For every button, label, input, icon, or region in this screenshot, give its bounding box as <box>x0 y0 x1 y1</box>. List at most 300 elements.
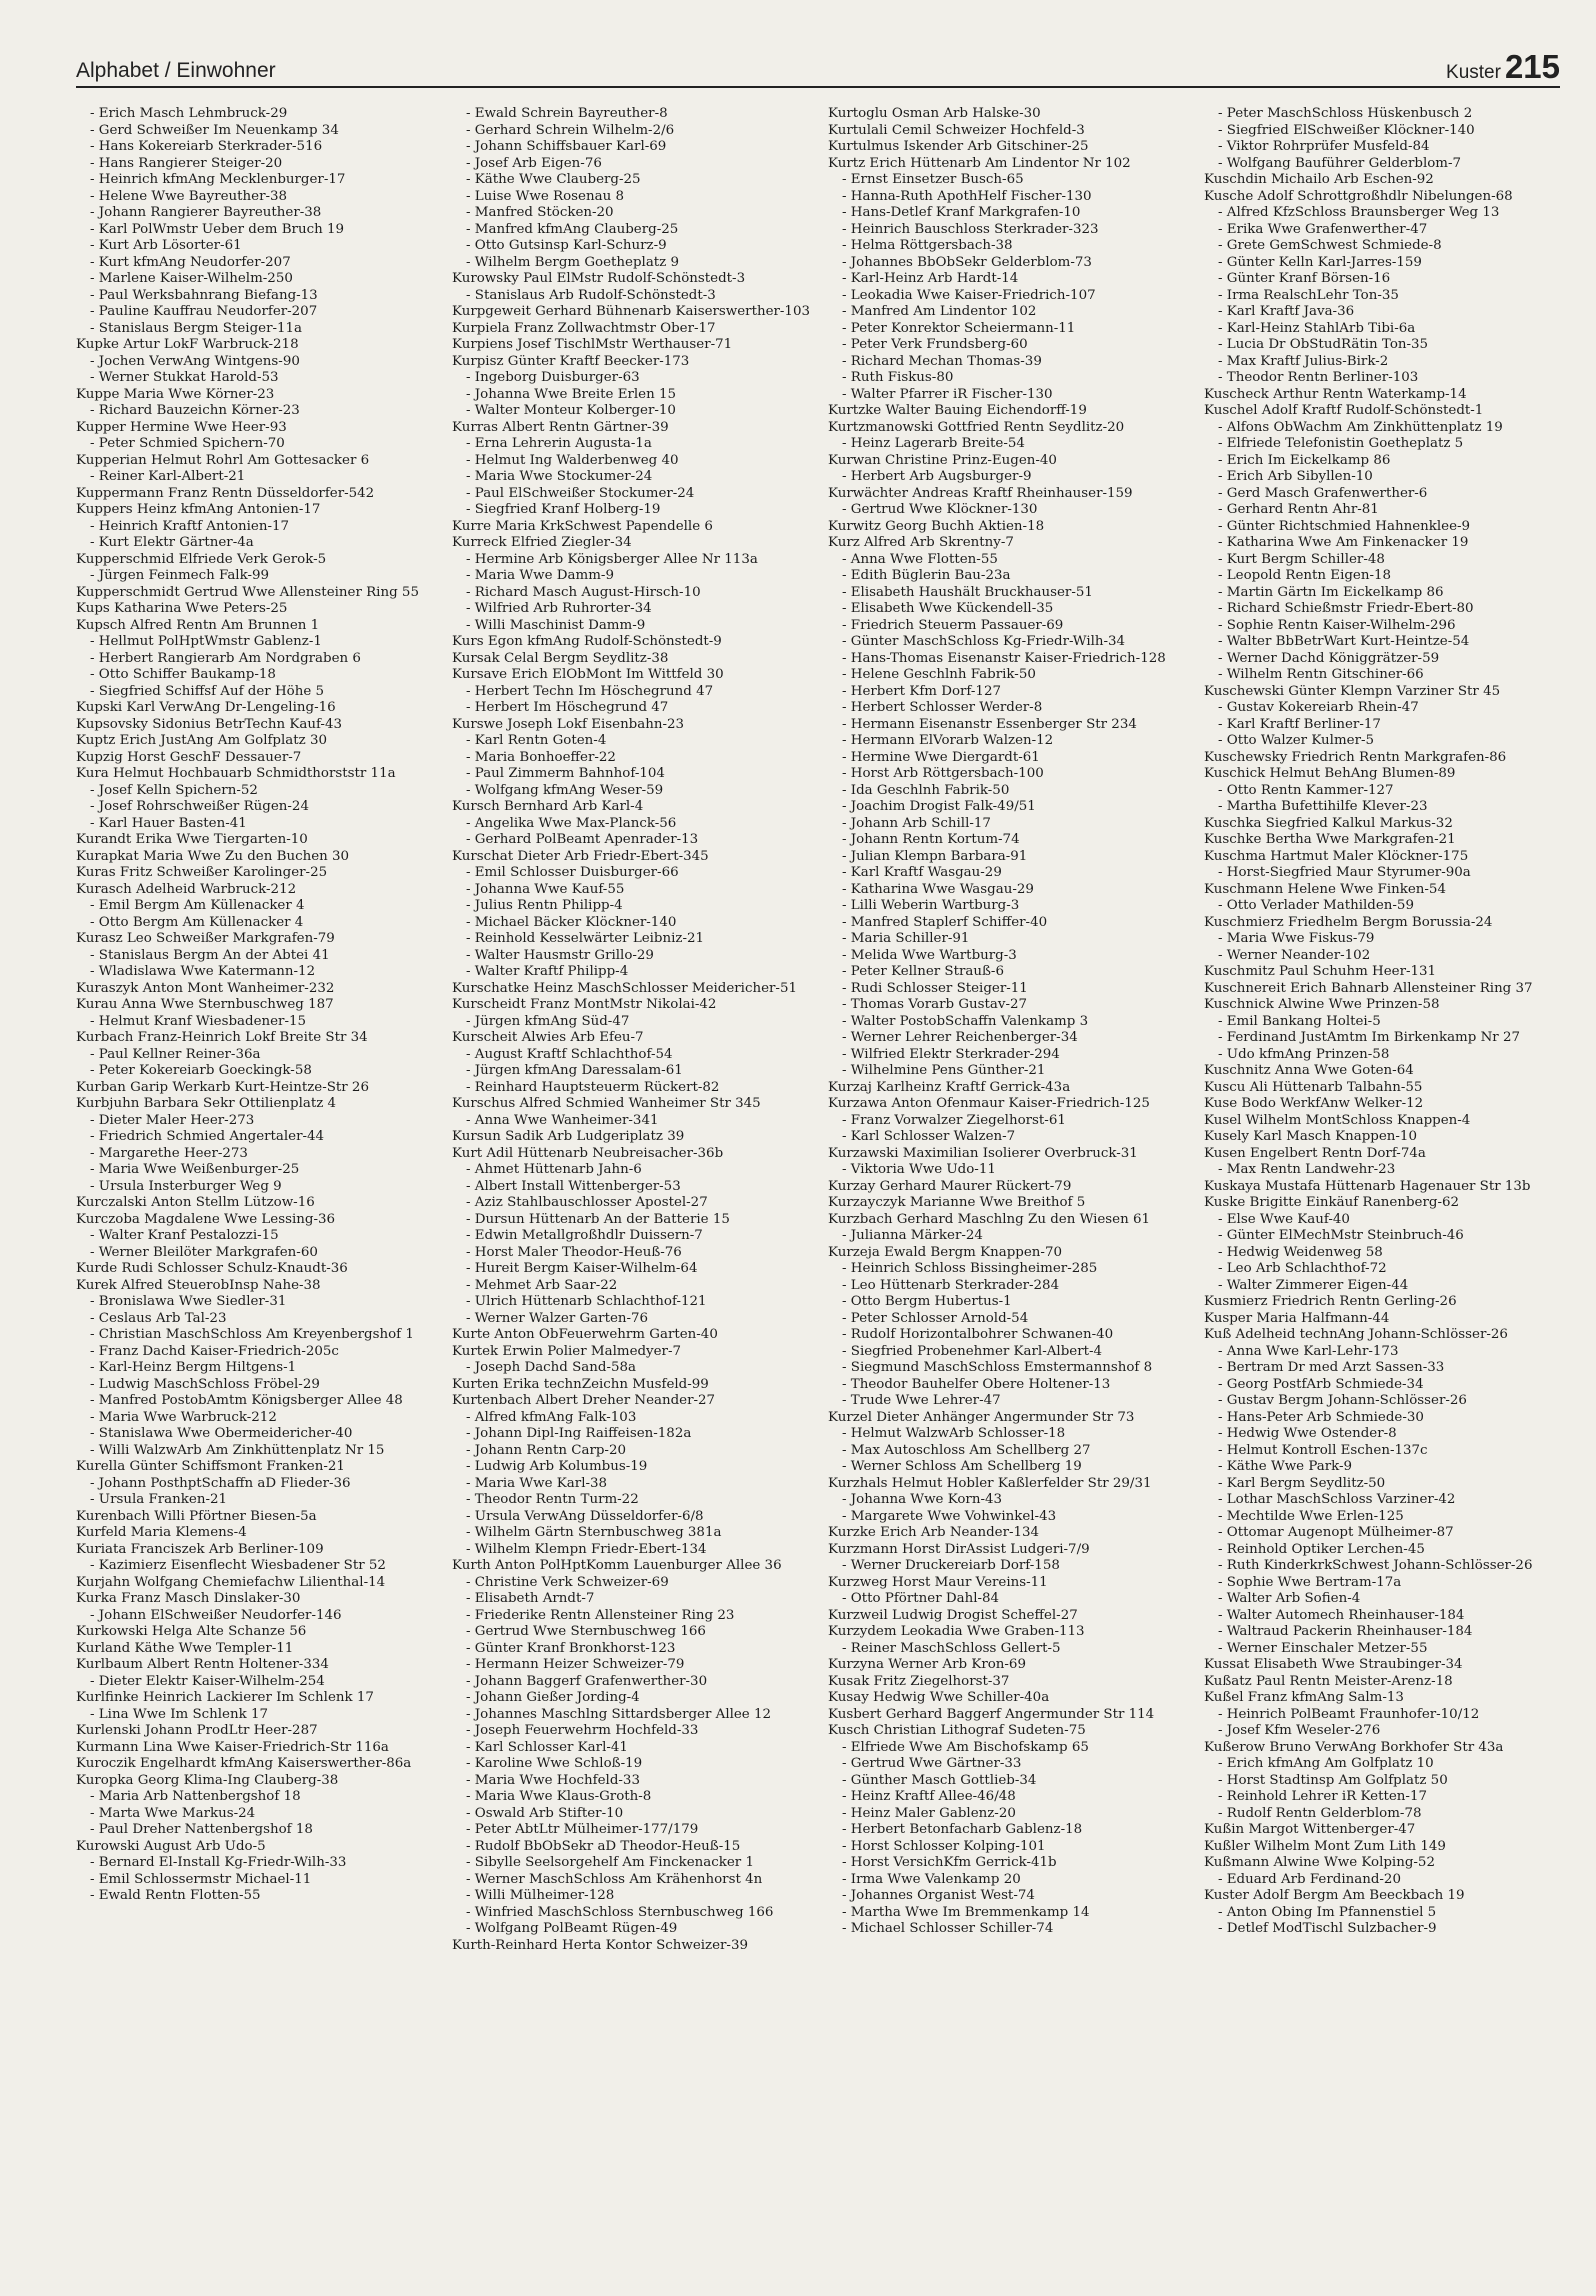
directory-entry: - Werner Neander-102 <box>1218 947 1371 963</box>
directory-entry: - Siegfried Schiffsf Auf der Höhe 5 <box>90 683 325 699</box>
directory-entry: - Herbert Im Höschegrund 47 <box>466 700 669 715</box>
directory-entry: - Otto Gutsinsp Karl-Schurz-9 <box>466 238 667 253</box>
directory-entry: - Paul Zimmerm Bahnhof-104 <box>466 766 665 781</box>
directory-entry: - Maria Wwe Damm-9 <box>466 568 614 583</box>
directory-entry: - Emil Schlossermstr Michael-11 <box>90 1871 312 1887</box>
directory-entry: - Friederike Rentn Allensteiner Ring 23 <box>466 1607 735 1623</box>
directory-entry: - Ulrich Hüttenarb Schlachthof-121 <box>466 1294 707 1309</box>
directory-entry: Kurwan Christine Prinz-Eugen-40 <box>828 452 1057 468</box>
directory-entry: - Kurt Elektr Gärtner-4a <box>90 535 254 550</box>
directory-entry: - Michael Bäcker Klöckner-140 <box>466 914 677 930</box>
directory-entry: - Elisabeth Haushält Bruckhauser-51 <box>842 584 1093 600</box>
directory-entry: Kurzay Gerhard Maurer Rückert-79 <box>828 1178 1072 1194</box>
directory-entry: - Paul Kellner Reiner-36a <box>90 1046 261 1062</box>
directory-entry: - Heinrich kfmAng Mecklenburger-17 <box>90 172 346 187</box>
directory-entry: - Bertram Dr med Arzt Sassen-33 <box>1218 1360 1445 1375</box>
directory-entry: Kurpiens Josef TischlMstr Werthauser-71 <box>452 337 733 352</box>
directory-entry: Kuschel Adolf Kraftf Rudolf-Schönstedt-1 <box>1204 403 1484 418</box>
directory-entry: - Karl Rentn Goten-4 <box>466 733 607 748</box>
directory-entry: Kurzweg Horst Maur Vereins-11 <box>828 1574 1048 1590</box>
directory-entry: - Willi WalzwArb Am Zinkhüttenplatz Nr 15 <box>90 1442 385 1458</box>
directory-entry: Kurasz Leo Schweißer Markgrafen-79 <box>76 931 335 946</box>
directory-entry: Kuraszyk Anton Mont Wanheimer-232 <box>76 980 335 996</box>
directory-entry: Kupper Hermine Wwe Heer-93 <box>76 419 287 435</box>
directory-entry: - Johannes BbObSekr Gelderblom-73 <box>842 254 1092 270</box>
directory-entry: - Emil Bankang Holtei-5 <box>1218 1013 1381 1029</box>
directory-entry: Kurella Günter Schiffsmont Franken-21 <box>76 1459 345 1474</box>
directory-entry: - Aziz Stahlbauschlosser Apostel-27 <box>466 1195 708 1210</box>
directory-entry: - Manfred kfmAng Clauberg-25 <box>466 221 679 237</box>
directory-entry: - Max Kraftf Julius-Birk-2 <box>1218 353 1389 369</box>
directory-entry: - Julianna Märker-24 <box>842 1228 983 1243</box>
directory-entry: - Peter Kokereiarb Goeckingk-58 <box>90 1063 312 1078</box>
directory-entry: - Johann Baggerf Grafenwerther-30 <box>466 1673 708 1689</box>
directory-entry: Kußmann Alwine Wwe Kolping-52 <box>1204 1855 1435 1870</box>
directory-entry: - Günter MaschSchloss Kg-Friedr-Wilh-34 <box>842 634 1126 649</box>
directory-entry: - Reiner Karl-Albert-21 <box>90 469 246 484</box>
directory-entry: - Joseph Feuerwehrm Hochfeld-33 <box>466 1723 699 1738</box>
directory-entry: Kusmierz Friedrich Rentn Gerling-26 <box>1204 1294 1457 1309</box>
directory-entry: - Helmut Kontroll Eschen-137c <box>1218 1442 1428 1458</box>
directory-entry: - Jürgen kfmAng Süd-47 <box>466 1013 630 1029</box>
directory-entry: - Walter BbBetrWart Kurt-Heintze-54 <box>1218 634 1470 649</box>
directory-entry: Kurschat Dieter Arb Friedr-Ebert-345 <box>452 848 709 864</box>
directory-entry: Kuschma Hartmut Maler Klöckner-175 <box>1204 848 1469 864</box>
directory-entry: - Günther Masch Gottlieb-34 <box>842 1772 1037 1788</box>
directory-entry: - Otto Bergm Hubertus-1 <box>842 1294 1012 1309</box>
directory-entry: Kurschus Alfred Schmied Wanheimer Str 345 <box>452 1096 761 1111</box>
directory-entry: - Wolfgang Bauführer Gelderblom-7 <box>1218 155 1462 171</box>
directory-entry: Kußin Margot Wittenberger-47 <box>1204 1822 1416 1837</box>
directory-entry: - Horst-Siegfried Maur Styrumer-90a <box>1218 865 1471 880</box>
directory-entry: Kuras Fritz Schweißer Karolinger-25 <box>76 865 328 880</box>
directory-entry: - Wilhelmine Pens Günther-21 <box>842 1063 1046 1078</box>
directory-entry: Kurpiela Franz Zollwachtmstr Ober-17 <box>452 320 716 336</box>
directory-entry: - Ursula VerwAng Düsseldorfer-6/8 <box>466 1508 704 1524</box>
directory-entry: Kupsovsky Sidonius BetrTechn Kauf-43 <box>76 716 342 732</box>
directory-entry: - Willi Mülheimer-128 <box>466 1888 615 1903</box>
directory-entry: - Sibylle Seelsorgehelf Am Finckenacker 1 <box>466 1855 754 1870</box>
directory-entry: Kurzeja Ewald Bergm Knappen-70 <box>828 1244 1062 1260</box>
directory-entry: Kurczoba Magdalene Wwe Lessing-36 <box>76 1211 336 1227</box>
directory-entry: - Werner Stukkat Harold-53 <box>90 370 279 385</box>
directory-entry: - Erich Im Eickelkamp 86 <box>1218 452 1391 468</box>
directory-entry: - Ottomar Augenopt Mülheimer-87 <box>1218 1525 1454 1540</box>
directory-entry: - Johann Arb Schill-17 <box>842 815 991 831</box>
directory-entry: - Karl-Heinz Bergm Hiltgens-1 <box>90 1360 297 1375</box>
directory-entry: - Erich kfmAng Am Golfplatz 10 <box>1218 1756 1434 1771</box>
directory-entry: - Alfred kfmAng Falk-103 <box>466 1409 637 1425</box>
directory-entry: Kurzke Erich Arb Neander-134 <box>828 1525 1040 1540</box>
directory-entry: - Otto Verlader Mathilden-59 <box>1218 898 1414 913</box>
directory-entry: - Johann Gießer Jording-4 <box>466 1690 640 1705</box>
directory-entry: Kuropka Georg Klima-Ing Clauberg-38 <box>76 1772 339 1788</box>
directory-entry: - Jochen VerwAng Wintgens-90 <box>90 353 300 369</box>
directory-entry: - Angelika Wwe Max-Planck-56 <box>466 815 677 831</box>
directory-entry: - Günter Kranf Bronkhorst-123 <box>466 1640 676 1656</box>
directory-entry: - Hans-Detlef Kranf Markgrafen-10 <box>842 205 1081 220</box>
column-2 <box>452 106 814 2282</box>
directory-entry: - Horst Arb Röttgersbach-100 <box>842 766 1044 781</box>
directory-entry: - Maria Wwe Hochfeld-33 <box>466 1772 640 1788</box>
directory-entry: - Maria Wwe Warbruck-212 <box>90 1409 277 1425</box>
directory-entry: - Wilhelm Gärtn Sternbuschweg 381a <box>466 1525 722 1540</box>
directory-entry: - Johannes Maschlng Sittardsberger Allee 12 <box>466 1706 772 1722</box>
directory-entry: - Marlene Kaiser-Wilhelm-250 <box>90 271 293 286</box>
section-title: Alphabet / Einwohner <box>76 59 276 82</box>
directory-entry: - Walter Kranf Pestalozzi-15 <box>90 1228 279 1243</box>
directory-entry: - Margarete Wwe Vohwinkel-43 <box>842 1508 1057 1524</box>
directory-entry: Kuschnereit Erich Bahnarb Allensteiner Ring 37 <box>1204 980 1533 996</box>
directory-entry: Kurtzke Walter Bauing Eichendorff-19 <box>828 403 1087 418</box>
directory-entry: Kurre Maria KrkSchwest Papendelle 6 <box>452 518 713 534</box>
directory-entry: - Werner Bleilöter Markgrafen-60 <box>90 1244 318 1260</box>
directory-entry: - Theodor Bauhelfer Obere Holtener-13 <box>842 1376 1111 1392</box>
directory-entry: Kurreck Elfried Ziegler-34 <box>452 535 632 550</box>
directory-entry: Kursave Erich ElObMont Im Wittfeld 30 <box>452 667 724 682</box>
directory-entry: Kuschka Siegfried Kalkul Markus-32 <box>1204 815 1453 831</box>
directory-entry: - Katharina Wwe Wasgau-29 <box>842 881 1034 897</box>
directory-entry: - Helene Wwe Bayreuther-38 <box>90 188 288 204</box>
directory-entry: - Maria Wwe Weißenburger-25 <box>90 1162 300 1177</box>
directory-entry: Kuscheck Arthur Rentn Waterkamp-14 <box>1204 386 1467 402</box>
directory-entry: - Karl Kraftf Java-36 <box>1218 304 1355 319</box>
directory-entry: - Reinhold Lehrer iR Ketten-17 <box>1218 1789 1427 1804</box>
directory-entry: - Heinz Maler Gablenz-20 <box>842 1805 1016 1821</box>
directory-entry: - Manfred Staplerf Schiffer-40 <box>842 914 1048 930</box>
directory-entry: - Ruth Fiskus-80 <box>842 370 954 385</box>
directory-entry: - Karl PolWmstr Ueber dem Bruch 19 <box>90 221 344 237</box>
directory-entry: - Karl Kraftf Wasgau-29 <box>842 865 1002 880</box>
directory-entry: Kurpgeweit Gerhard Bühnenarb Kaiserswerther-103 <box>452 304 810 319</box>
directory-entry: - Werner Einschaler Metzer-55 <box>1218 1640 1428 1656</box>
directory-entry: - Kazimierz Eisenflecht Wiesbadener Str 52 <box>90 1558 386 1573</box>
directory-entry: Kurtulali Cemil Schweizer Hochfeld-3 <box>828 122 1085 138</box>
directory-entry: - Wolfgang PolBeamt Rügen-49 <box>466 1921 678 1936</box>
directory-entry: - Otto Walzer Kulmer-5 <box>1218 733 1375 748</box>
directory-entry: Kurau Anna Wwe Sternbuschweg 187 <box>76 997 334 1012</box>
page-heading-right <box>1446 48 1560 86</box>
directory-entry: - Josef Kelln Spichern-52 <box>90 782 258 798</box>
directory-entry: - Werner Druckereiarb Dorf-158 <box>842 1558 1060 1573</box>
directory-entry: Kurka Franz Masch Dinslaker-30 <box>76 1591 301 1606</box>
directory-entry: - Alfons ObWachm Am Zinkhüttenplatz 19 <box>1218 419 1503 435</box>
directory-entry: - Walter Kraftf Philipp-4 <box>466 964 629 979</box>
directory-entry: Kurzel Dieter Anhänger Angermunder Str 73 <box>828 1409 1135 1425</box>
running-head-name: Kuster <box>1446 62 1501 83</box>
directory-entry: - Elisabeth Arndt-7 <box>466 1591 595 1606</box>
directory-entry: - Johann Rentn Carp-20 <box>466 1442 626 1458</box>
directory-entry: - Hedwig Wwe Ostender-8 <box>1218 1426 1397 1441</box>
directory-entry: - Paul Werksbahnrang Biefang-13 <box>90 287 318 303</box>
directory-entry: - Walter Arb Sofien-4 <box>1218 1591 1361 1606</box>
directory-entry: - Ahmet Hüttenarb Jahn-6 <box>466 1162 642 1177</box>
directory-entry: - Helene Geschlnh Fabrik-50 <box>842 667 1036 682</box>
directory-entry: - Julian Klempn Barbara-91 <box>842 848 1028 864</box>
directory-entry: - Anna Wwe Karl-Lehr-173 <box>1218 1343 1399 1359</box>
directory-entry: - Johann PosthptSchaffn aD Flieder-36 <box>90 1475 351 1491</box>
directory-entry: - Karl Kraftf Berliner-17 <box>1218 716 1381 732</box>
directory-entry: Kuskaya Mustafa Hüttenarb Hagenauer Str 13b <box>1204 1178 1531 1194</box>
directory-entry: - Maria Wwe Stockumer-24 <box>466 469 653 484</box>
directory-entry: - Melida Wwe Wartburg-3 <box>842 947 1017 963</box>
directory-entry: - Maria Schiller-91 <box>842 931 970 946</box>
directory-entry: Kurfeld Maria Klemens-4 <box>76 1525 247 1540</box>
directory-entry: - Helmut WalzwArb Schlosser-18 <box>842 1426 1066 1441</box>
directory-columns <box>76 106 1566 2282</box>
directory-entry: - Georg PostfArb Schmiede-34 <box>1218 1376 1424 1392</box>
directory-entry: - Gustav Kokereiarb Rhein-47 <box>1218 700 1419 715</box>
directory-entry: - Herbert Rangierarb Am Nordgraben 6 <box>90 650 361 666</box>
directory-entry: - Peter Verk Frundsberg-60 <box>842 337 1028 352</box>
directory-entry: Kurowsky Paul ElMstr Rudolf-Schönstedt-3 <box>452 271 746 286</box>
directory-entry: Kurland Käthe Wwe Templer-11 <box>76 1640 294 1656</box>
directory-entry: Kurandt Erika Wwe Tiergarten-10 <box>76 832 308 847</box>
directory-entry: Kußerow Bruno VerwAng Borkhofer Str 43a <box>1204 1739 1504 1755</box>
directory-entry: Kurlbaum Albert Rentn Holtener-334 <box>76 1657 329 1672</box>
directory-entry: - Werner Dachd Königgrätzer-59 <box>1218 650 1440 666</box>
directory-entry: - Heinrich PolBeamt Fraunhofer-10/12 <box>1218 1706 1480 1722</box>
directory-entry: - Heinrich Kraftf Antonien-17 <box>90 518 290 534</box>
directory-entry: - Winfried MaschSchloss Sternbuschweg 166 <box>466 1904 774 1920</box>
directory-entry: - Else Wwe Kauf-40 <box>1218 1211 1350 1227</box>
directory-entry: Kurde Rudi Schlosser Schulz-Knaudt-36 <box>76 1261 348 1276</box>
directory-entry: - Ursula Franken-21 <box>90 1492 228 1507</box>
directory-entry: Kußel Franz kfmAng Salm-13 <box>1204 1690 1404 1705</box>
directory-entry: - Lilli Weberin Wartburg-3 <box>842 898 1020 913</box>
directory-entry: Kuptz Erich JustAng Am Golfplatz 30 <box>76 733 327 748</box>
directory-entry: Kupperschmidt Gertrud Wwe Allensteiner Ring 55 <box>76 584 419 600</box>
directory-entry: - Edith Büglerin Bau-23a <box>842 568 1011 583</box>
directory-entry: - Horst Maler Theodor-Heuß-76 <box>466 1244 682 1260</box>
directory-entry: - Walter PostobSchaffn Valenkamp 3 <box>842 1013 1089 1029</box>
directory-entry: - Heinz Kraftf Allee-46/48 <box>842 1789 1016 1804</box>
directory-entry: - Josef Kfm Weseler-276 <box>1218 1723 1381 1738</box>
directory-entry: - Stanislaus Arb Rudolf-Schönstedt-3 <box>466 287 716 303</box>
directory-entry: - Otto Pförtner Dahl-84 <box>842 1591 1000 1606</box>
directory-entry: - Johannes Organist West-74 <box>842 1888 1035 1903</box>
directory-entry: - Richard Masch August-Hirsch-10 <box>466 584 701 600</box>
directory-entry: Kurtenbach Albert Dreher Neander-27 <box>452 1393 716 1408</box>
directory-entry: - Manfred Stöcken-20 <box>466 205 614 220</box>
directory-entry: - Leopold Rentn Eigen-18 <box>1218 568 1392 583</box>
directory-entry: - Erna Lehrerin Augusta-1a <box>466 436 652 451</box>
directory-entry: - Eduard Arb Ferdinand-20 <box>1218 1871 1401 1887</box>
directory-entry: - Paul Dreher Nattenbergshof 18 <box>90 1822 313 1837</box>
directory-entry: - Hans-Peter Arb Schmiede-30 <box>1218 1409 1424 1425</box>
directory-entry: - Siegfried ElSchweißer Klöckner-140 <box>1218 122 1475 138</box>
directory-entry: - Karl-Heinz Arb Hardt-14 <box>842 271 1019 286</box>
directory-entry: - Ludwig MaschSchloss Fröbel-29 <box>90 1376 320 1392</box>
directory-entry: Kurczalski Anton Stellm Lützow-16 <box>76 1195 315 1210</box>
directory-entry: - Josef Arb Eigen-76 <box>466 155 602 171</box>
directory-entry: - Helmut Kranf Wiesbadener-15 <box>90 1013 307 1029</box>
directory-entry: - Dieter Elektr Kaiser-Wilhelm-254 <box>90 1673 325 1689</box>
directory-entry: - Anna Wwe Wanheimer-341 <box>466 1112 659 1128</box>
directory-entry: Kusak Fritz Ziegelhorst-37 <box>828 1673 1010 1689</box>
directory-entry: Kusen Engelbert Rentn Dorf-74a <box>1204 1145 1426 1161</box>
directory-entry: - Bronislawa Wwe Siedler-31 <box>90 1294 287 1309</box>
directory-entry: - Reinhold Kesselwärter Leibniz-21 <box>466 931 705 946</box>
directory-entry: - Bernard El-Install Kg-Friedr-Wilh-33 <box>90 1855 347 1870</box>
directory-entry: Kuse Bodo WerkfAnw Welker-12 <box>1204 1096 1424 1111</box>
directory-entry: Kurtz Erich Hüttenarb Am Lindentor Nr 102 <box>828 155 1131 171</box>
directory-entry: - Max Autoschloss Am Schellberg 27 <box>842 1442 1091 1458</box>
directory-entry: - Günter Kranf Börsen-16 <box>1218 271 1391 286</box>
directory-entry: - Willi Maschinist Damm-9 <box>466 617 646 633</box>
directory-entry: - Rudolf Horizontalbohrer Schwanen-40 <box>842 1327 1114 1342</box>
directory-entry: - Ida Geschlnh Fabrik-50 <box>842 782 1010 798</box>
directory-entry: - Ernst Einsetzer Busch-65 <box>842 172 1024 187</box>
directory-entry: Kußatz Paul Rentn Meister-Arenz-18 <box>1204 1673 1453 1689</box>
directory-entry: - Erika Wwe Grafenwerther-47 <box>1218 221 1428 237</box>
directory-entry: - Hureit Bergm Kaiser-Wilhelm-64 <box>466 1261 698 1276</box>
directory-entry: Kussat Elisabeth Wwe Straubinger-34 <box>1204 1657 1463 1672</box>
directory-entry: - Käthe Wwe Park-9 <box>1218 1459 1353 1474</box>
directory-entry: - Detlef ModTischl Sulzbacher-9 <box>1218 1921 1437 1936</box>
directory-entry: - Grete GemSchwest Schmiede-8 <box>1218 238 1442 253</box>
directory-entry: Kurscheidt Franz MontMstr Nikolai-42 <box>452 997 717 1012</box>
directory-entry: Kurtulmus Iskender Arb Gitschiner-25 <box>828 139 1089 154</box>
directory-entry: Kurth Anton PolHptKomm Lauenburger Allee 36 <box>452 1558 782 1573</box>
directory-entry: Kuschmitz Paul Schuhm Heer-131 <box>1204 964 1437 979</box>
directory-entry: - Günter ElMechMstr Steinbruch-46 <box>1218 1228 1464 1243</box>
directory-entry: - Rudolf Rentn Gelderblom-78 <box>1218 1805 1422 1821</box>
directory-entry: - Ruth KinderkrkSchwest Johann-Schlösser-26 <box>1218 1558 1533 1573</box>
directory-entry: Kurwächter Andreas Kraftf Rheinhauser-159 <box>828 485 1133 501</box>
directory-entry: Kurzyna Werner Arb Kron-69 <box>828 1657 1026 1672</box>
directory-entry: - Lina Wwe Im Schlenk 17 <box>90 1706 269 1722</box>
directory-entry: - Heinrich Schloss Bissingheimer-285 <box>842 1261 1098 1276</box>
directory-entry: - Peter Konrektor Scheiermann-11 <box>842 320 1076 336</box>
directory-entry: - Wladislawa Wwe Katermann-12 <box>90 964 316 979</box>
directory-entry: - Maria Wwe Fiskus-79 <box>1218 931 1375 946</box>
directory-entry: Kurten Erika technZeichn Musfeld-99 <box>452 1376 709 1392</box>
directory-entry: - Helma Röttgersbach-38 <box>842 238 1013 253</box>
directory-entry: - Werner Lehrer Reichenberger-34 <box>842 1030 1078 1045</box>
directory-entry: - Kurt Arb Lösorter-61 <box>90 238 242 253</box>
directory-entry: - Joachim Drogist Falk-49/51 <box>842 799 1036 814</box>
directory-entry: - Emil Schlosser Duisburger-66 <box>466 865 679 880</box>
directory-entry: Kurbjuhn Barbara Sekr Ottilienplatz 4 <box>76 1096 337 1111</box>
directory-entry: - Hellmut PolHptWmstr Gablenz-1 <box>90 634 322 649</box>
directory-entry: Kurenbach Willi Pförtner Biesen-5a <box>76 1508 317 1524</box>
directory-entry: - Dieter Maler Heer-273 <box>90 1112 255 1128</box>
directory-entry: - Rudolf BbObSekr aD Theodor-Heuß-15 <box>466 1838 741 1854</box>
page-header <box>76 46 1560 88</box>
directory-entry: Kurek Alfred SteuerobInsp Nahe-38 <box>76 1277 321 1293</box>
directory-entry: - Karl Hauer Basten-41 <box>90 815 247 831</box>
directory-entry: Kurschatke Heinz MaschSchlosser Meidericher-51 <box>452 980 797 996</box>
directory-entry: Kurte Anton ObFeuerwehrm Garten-40 <box>452 1327 718 1342</box>
directory-entry: - Reinhard Hauptsteuerm Rückert-82 <box>466 1079 720 1095</box>
directory-entry: Kurlenski Johann ProdLtr Heer-287 <box>76 1723 318 1738</box>
directory-entry: - Herbert Schlosser Werder-8 <box>842 700 1043 715</box>
directory-entry: - Irma RealschLehr Ton-35 <box>1218 287 1399 303</box>
directory-entry: - Johanna Wwe Kauf-55 <box>466 881 625 897</box>
directory-entry: Kusche Adolf Schrottgroßhdlr Nibelungen-68 <box>1204 188 1513 204</box>
directory-entry: - Gustav Bergm Johann-Schlösser-26 <box>1218 1393 1467 1408</box>
directory-entry: Kurz Alfred Arb Skrentny-7 <box>828 535 1014 550</box>
directory-entry: Kurtoglu Osman Arb Halske-30 <box>828 106 1041 121</box>
directory-entry: - Karl Schlosser Karl-41 <box>466 1739 628 1755</box>
directory-entry: - Helmut Ing Walderbenweg 40 <box>466 452 679 468</box>
directory-entry: - Werner Schloss Am Schellberg 19 <box>842 1459 1082 1474</box>
directory-entry: - Käthe Wwe Clauberg-25 <box>466 172 641 187</box>
directory-entry: - Jürgen kfmAng Daressalam-61 <box>466 1063 683 1078</box>
directory-entry: - Albert Install Wittenberger-53 <box>466 1178 681 1194</box>
directory-entry: - Johanna Wwe Breite Erlen 15 <box>466 386 677 402</box>
directory-entry: - Viktor Rohrprüfer Musfeld-84 <box>1218 139 1430 154</box>
directory-entry: - Gertrud Wwe Gärtner-33 <box>842 1756 1022 1771</box>
directory-entry: Kursch Bernhard Arb Karl-4 <box>452 799 644 814</box>
directory-entry: Kuscu Ali Hüttenarb Talbahn-55 <box>1204 1079 1423 1095</box>
directory-entry: - Horst VersichKfm Gerrick-41b <box>842 1855 1057 1870</box>
directory-entry: - Siegmund MaschSchloss Emstermannshof 8 <box>842 1360 1153 1375</box>
directory-entry: - Max Rentn Landwehr-23 <box>1218 1162 1396 1177</box>
directory-entry: - Irma Wwe Valenkamp 20 <box>842 1871 1021 1887</box>
directory-entry: - Karl Schlosser Walzen-7 <box>842 1129 1016 1144</box>
directory-entry: Kuschnitz Anna Wwe Goten-64 <box>1204 1063 1414 1078</box>
directory-entry: - Stanislaus Bergm An der Abtei 41 <box>90 947 330 963</box>
directory-entry: Kurzaj Karlheinz Kraftf Gerrick-43a <box>828 1079 1071 1095</box>
directory-entry: - Hans Kokereiarb Sterkrader-516 <box>90 139 323 154</box>
directory-entry: - Werner Walzer Garten-76 <box>466 1310 649 1326</box>
directory-entry: - Paul ElSchweißer Stockumer-24 <box>466 485 695 501</box>
directory-entry: - Peter AbtLtr Mülheimer-177/179 <box>466 1822 699 1837</box>
directory-entry: - Gerhard Schrein Wilhelm-2/6 <box>466 122 675 138</box>
directory-entry: - Ceslaus Arb Tal-23 <box>90 1310 227 1326</box>
directory-entry: - Anna Wwe Flotten-55 <box>842 551 998 567</box>
directory-entry: - Martha Wwe Im Bremmenkamp 14 <box>842 1904 1090 1920</box>
directory-entry: - Heinz Lagerarb Breite-54 <box>842 436 1025 451</box>
directory-entry: - Walter Hausmstr Grillo-29 <box>466 947 654 963</box>
directory-entry: - Johann ElSchweißer Neudorfer-146 <box>90 1607 342 1623</box>
directory-entry: - Ewald Rentn Flotten-55 <box>90 1888 261 1903</box>
directory-entry: Kuschmierz Friedhelm Bergm Borussia-24 <box>1204 914 1493 930</box>
directory-entry: - Edwin Metallgroßhdlr Duissern-7 <box>466 1228 703 1243</box>
directory-entry: - Günter Richtschmied Hahnenklee-9 <box>1218 518 1471 534</box>
directory-entry: Kurras Albert Rentn Gärtner-39 <box>452 419 669 435</box>
directory-entry: Kurzawa Anton Ofenmaur Kaiser-Friedrich-125 <box>828 1096 1150 1111</box>
directory-entry: Kurban Garip Werkarb Kurt-Heintze-Str 26 <box>76 1079 369 1095</box>
directory-entry: Kurs Egon kfmAng Rudolf-Schönstedt-9 <box>452 634 722 649</box>
directory-entry: - Herbert Kfm Dorf-127 <box>842 683 1001 699</box>
directory-entry: - Wilhelm Rentn Gitschiner-66 <box>1218 667 1424 682</box>
directory-entry: Kurt Adil Hüttenarb Neubreisacher-36b <box>452 1145 724 1161</box>
directory-entry: - Hermann Eisenanstr Essenberger Str 234 <box>842 716 1137 732</box>
directory-entry: - Gerhard Rentn Ahr-81 <box>1218 502 1379 517</box>
directory-entry: - Gertrud Wwe Klöckner-130 <box>842 502 1038 517</box>
directory-entry: - Johann Dipl-Ing Raiffeisen-182a <box>466 1426 692 1441</box>
directory-entry: Kupperian Helmut Rohrl Am Gottesacker 6 <box>76 452 370 468</box>
directory-entry: - Horst Stadtinsp Am Golfplatz 50 <box>1218 1772 1448 1788</box>
directory-entry: Kurasch Adelheid Warbruck-212 <box>76 881 297 897</box>
directory-entry: Kupperschmid Elfriede Verk Gerok-5 <box>76 551 327 567</box>
directory-entry: Kurapkat Maria Wwe Zu den Buchen 30 <box>76 848 350 864</box>
directory-entry: - Herbert Techn Im Höschegrund 47 <box>466 683 714 699</box>
directory-entry: - Dursun Hüttenarb An der Batterie 15 <box>466 1211 730 1227</box>
directory-entry: Kuske Brigitte Einkäuf Ranenberg-62 <box>1204 1195 1460 1210</box>
directory-entry: Kusper Maria Halfmann-44 <box>1204 1310 1390 1326</box>
directory-entry: - Hans Rangierer Steiger-20 <box>90 155 283 171</box>
directory-entry: - Peter Schmied Spichern-70 <box>90 436 285 451</box>
directory-entry: - Maria Wwe Klaus-Groth-8 <box>466 1789 652 1804</box>
directory-entry: - Lucia Dr ObStudRätin Ton-35 <box>1218 337 1429 352</box>
directory-entry: - Manfred Am Lindentor 102 <box>842 304 1037 319</box>
directory-entry: - Lothar MaschSchloss Varziner-42 <box>1218 1492 1456 1507</box>
directory-entry: - Johann Rentn Kortum-74 <box>842 832 1020 847</box>
